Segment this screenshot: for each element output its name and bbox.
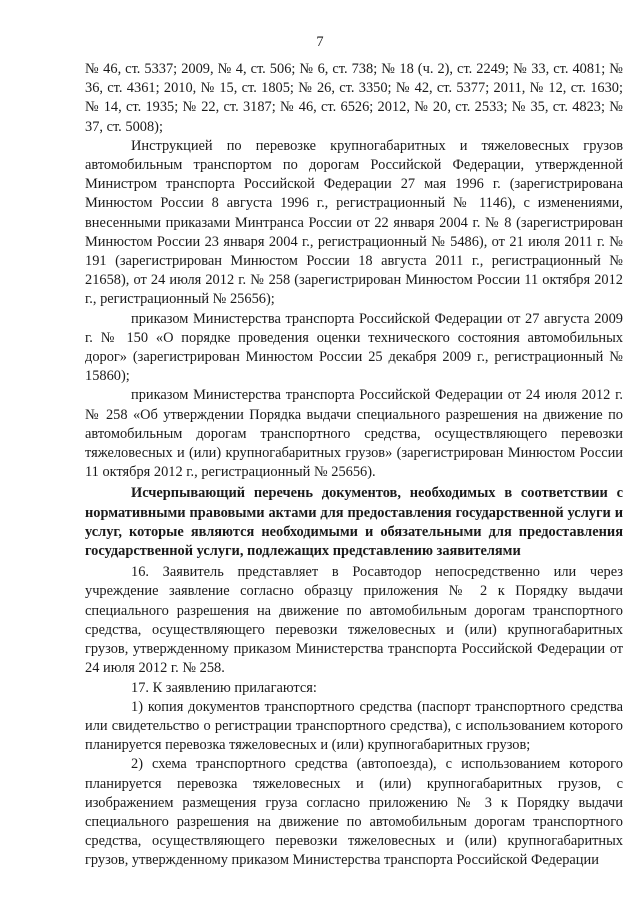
paragraph-instruction: Инструкцией по перевозке крупногабаритных и тяжеловесных грузов автомобильным транспортом по дорогам Российской Федерации, утвержденной Министром транспорта Российской Федерации 27 мая 1996 г. (зарегистрирована Минюстом России 8 августа 1996 г., регистрационный № 1146), с изменениями, внесенными приказами Минтранса России от 22 января 2004 г. № 8 (зарегистрирован Минюстом России 23 января 2004 г., регистрационный № 5486), от 21 июля 2011 г. № 191 (зарегистрирован Минюстом России 18 августа 2011 г., регистрационный № 21658), от 24 июля 2012 г. № 258 (зарегистрирован Минюстом России 11 октября 2012 г., регистрационный № 25656); (85, 137, 623, 308)
document-body (85, 60, 623, 871)
list-item-2: 2) схема транспортного средства (автопоезда), с использованием которого планируется перевозка тяжеловесных и (или) крупногабаритных грузов, с изображением размещения груза согласно приложению № 3 к Порядку выдачи специального разрешения на движение по автомобильным дорогам транспортного средства, осуществляющего перевозки тяжеловесных и (или) крупногабаритных грузов, утвержденному приказом Министерства транспорта Российской Федерации (85, 756, 623, 869)
paragraph-order-258: приказом Министерства транспорта Российской Федерации от 24 июля 2012 г. № 258 «Об утверждении Порядка выдачи специального разрешения на движение по автомобильным дорогам транспортного средства, осуществляющего перевозки тяжеловесных и (или) крупногабаритных грузов» (зарегистрирован Минюстом России 11 октября 2012 г., регистрационный № 25656). (85, 387, 623, 481)
page-number: 7 (316, 34, 324, 50)
list-item-1: 1) копия документов транспортного средства (паспорт транспортного средства или свидетельство о регистрации транспортного средства), с использованием которого планируется перевозка тяжеловесных и (или) крупногабаритных грузов; (85, 698, 623, 754)
paragraph-references-continued: № 46, ст. 5337; 2009, № 4, ст. 506; № 6, ст. 738; № 18 (ч. 2), ст. 2249; № 33, ст. 4081; № 36, ст. 4361; 2010, № 15, ст. 1805; № 26, ст. 3350; № 42, ст. 5377; 2011, № 12, ст. 1630; № 14, ст. 1935; № 22, ст. 3187; № 46, ст. 6526; 2012, № 20, ст. 2533; № 35, ст. 4823; № 37, ст. 5008); (85, 61, 623, 135)
paragraph-item-16: 16. Заявитель представляет в Росавтодор непосредственно или через учреждение заявление согласно образцу приложения № 2 к Порядку выдачи специального разрешения на движение по автомобильным дорогам транспортного средства, осуществляющего перевозки тяжеловесных и (или) крупногабаритных грузов, утвержденному приказом Министерства транспорта Российской Федерации от 24 июля 2012 г. № 258. (85, 564, 623, 677)
paragraph-order-150: приказом Министерства транспорта Российской Федерации от 27 августа 2009 г. № 150 «О порядке проведения оценки технического состояния автомобильных дорог» (зарегистрирован Минюстом России 25 декабря 2009 г., регистрационный № 15860); (85, 310, 623, 385)
section-heading: Исчерпывающий перечень документов, необходимых в соответствии с нормативными правовыми актами для предоставления государственной услуги и услуг, которые являются необходимыми и обязательными для предоставления государственной услуги, подлежащих представлению заявителями (85, 485, 623, 560)
paragraph-item-17: 17. К заявлению прилагаются: (131, 679, 317, 696)
